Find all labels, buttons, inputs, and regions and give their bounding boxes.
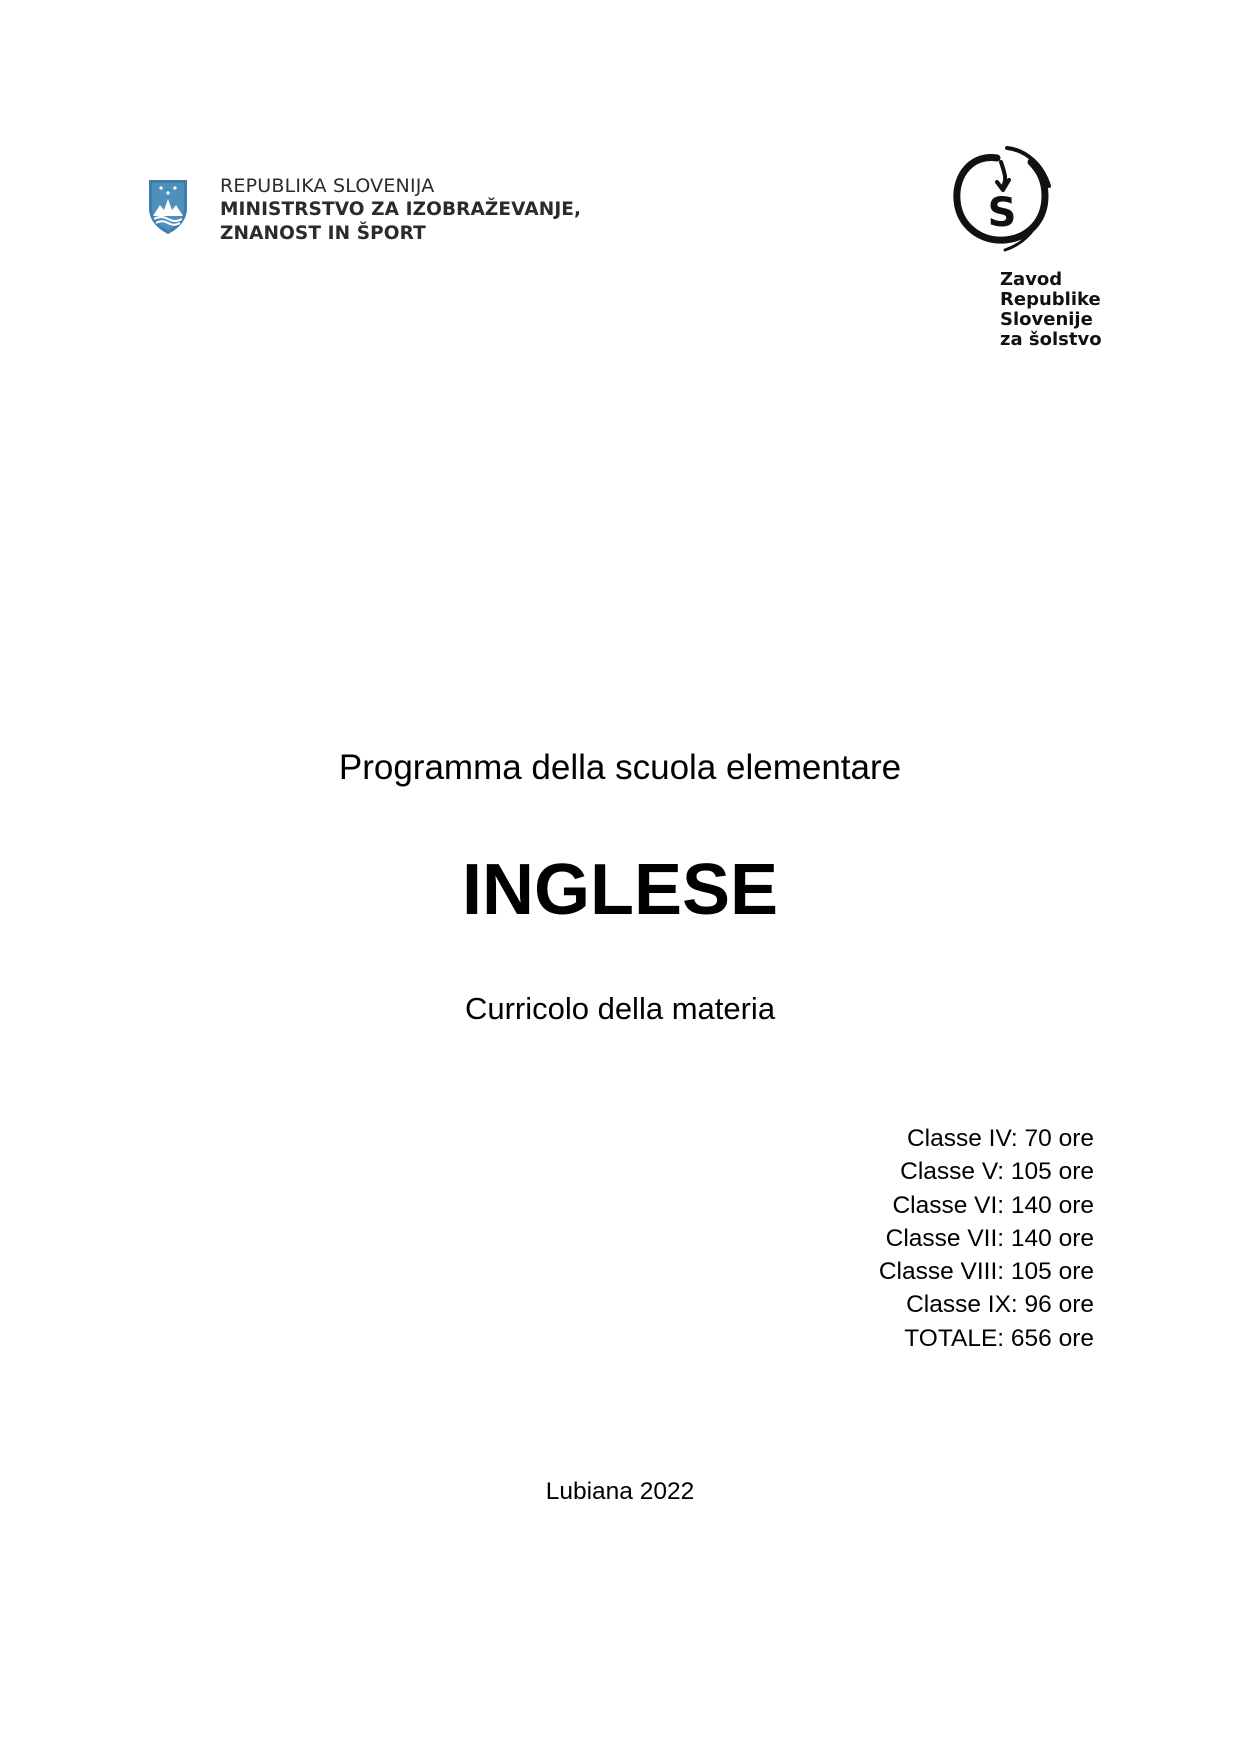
institute-line: za šolstvo bbox=[1000, 329, 1102, 350]
slovenian-coat-of-arms-icon bbox=[146, 178, 190, 236]
hours-item: Classe VI: 140 ore bbox=[892, 1191, 1094, 1219]
institute-line: Republike bbox=[1000, 289, 1101, 310]
hours-item: Classe IX: 96 ore bbox=[906, 1291, 1094, 1319]
hours-list bbox=[879, 1122, 1094, 1355]
ministry-line-science-sport: ZNANOST IN ŠPORT bbox=[220, 223, 426, 244]
ministry-line-republic: REPUBLIKA SLOVENIJA bbox=[220, 175, 435, 197]
institute-name bbox=[1000, 270, 1105, 350]
curriculum-label: Curricolo della materia bbox=[464, 991, 776, 1026]
institute-logo bbox=[945, 140, 1105, 350]
place-year: Lubiana 2022 bbox=[545, 1478, 695, 1505]
ministry-logo bbox=[146, 174, 581, 246]
zrss-s-logo-icon bbox=[945, 140, 1057, 264]
program-label: Programma della scuola elementare bbox=[338, 748, 902, 787]
hours-item: Classe V: 105 ore bbox=[900, 1158, 1094, 1186]
institute-line: Zavod bbox=[1000, 269, 1063, 290]
ministry-name bbox=[220, 174, 581, 246]
subject-title: INGLESE bbox=[461, 850, 779, 930]
svg-text:S: S bbox=[987, 190, 1017, 236]
institute-line: Slovenije bbox=[1000, 309, 1093, 330]
hours-total: TOTALE: 656 ore bbox=[904, 1324, 1094, 1352]
hours-item: Classe VII: 140 ore bbox=[885, 1224, 1094, 1252]
hours-item: Classe IV: 70 ore bbox=[906, 1125, 1094, 1152]
hours-item: Classe VIII: 105 ore bbox=[878, 1258, 1094, 1286]
ministry-line-ministry: MINISTRSTVO ZA IZOBRAŽEVANJE, bbox=[220, 199, 582, 220]
